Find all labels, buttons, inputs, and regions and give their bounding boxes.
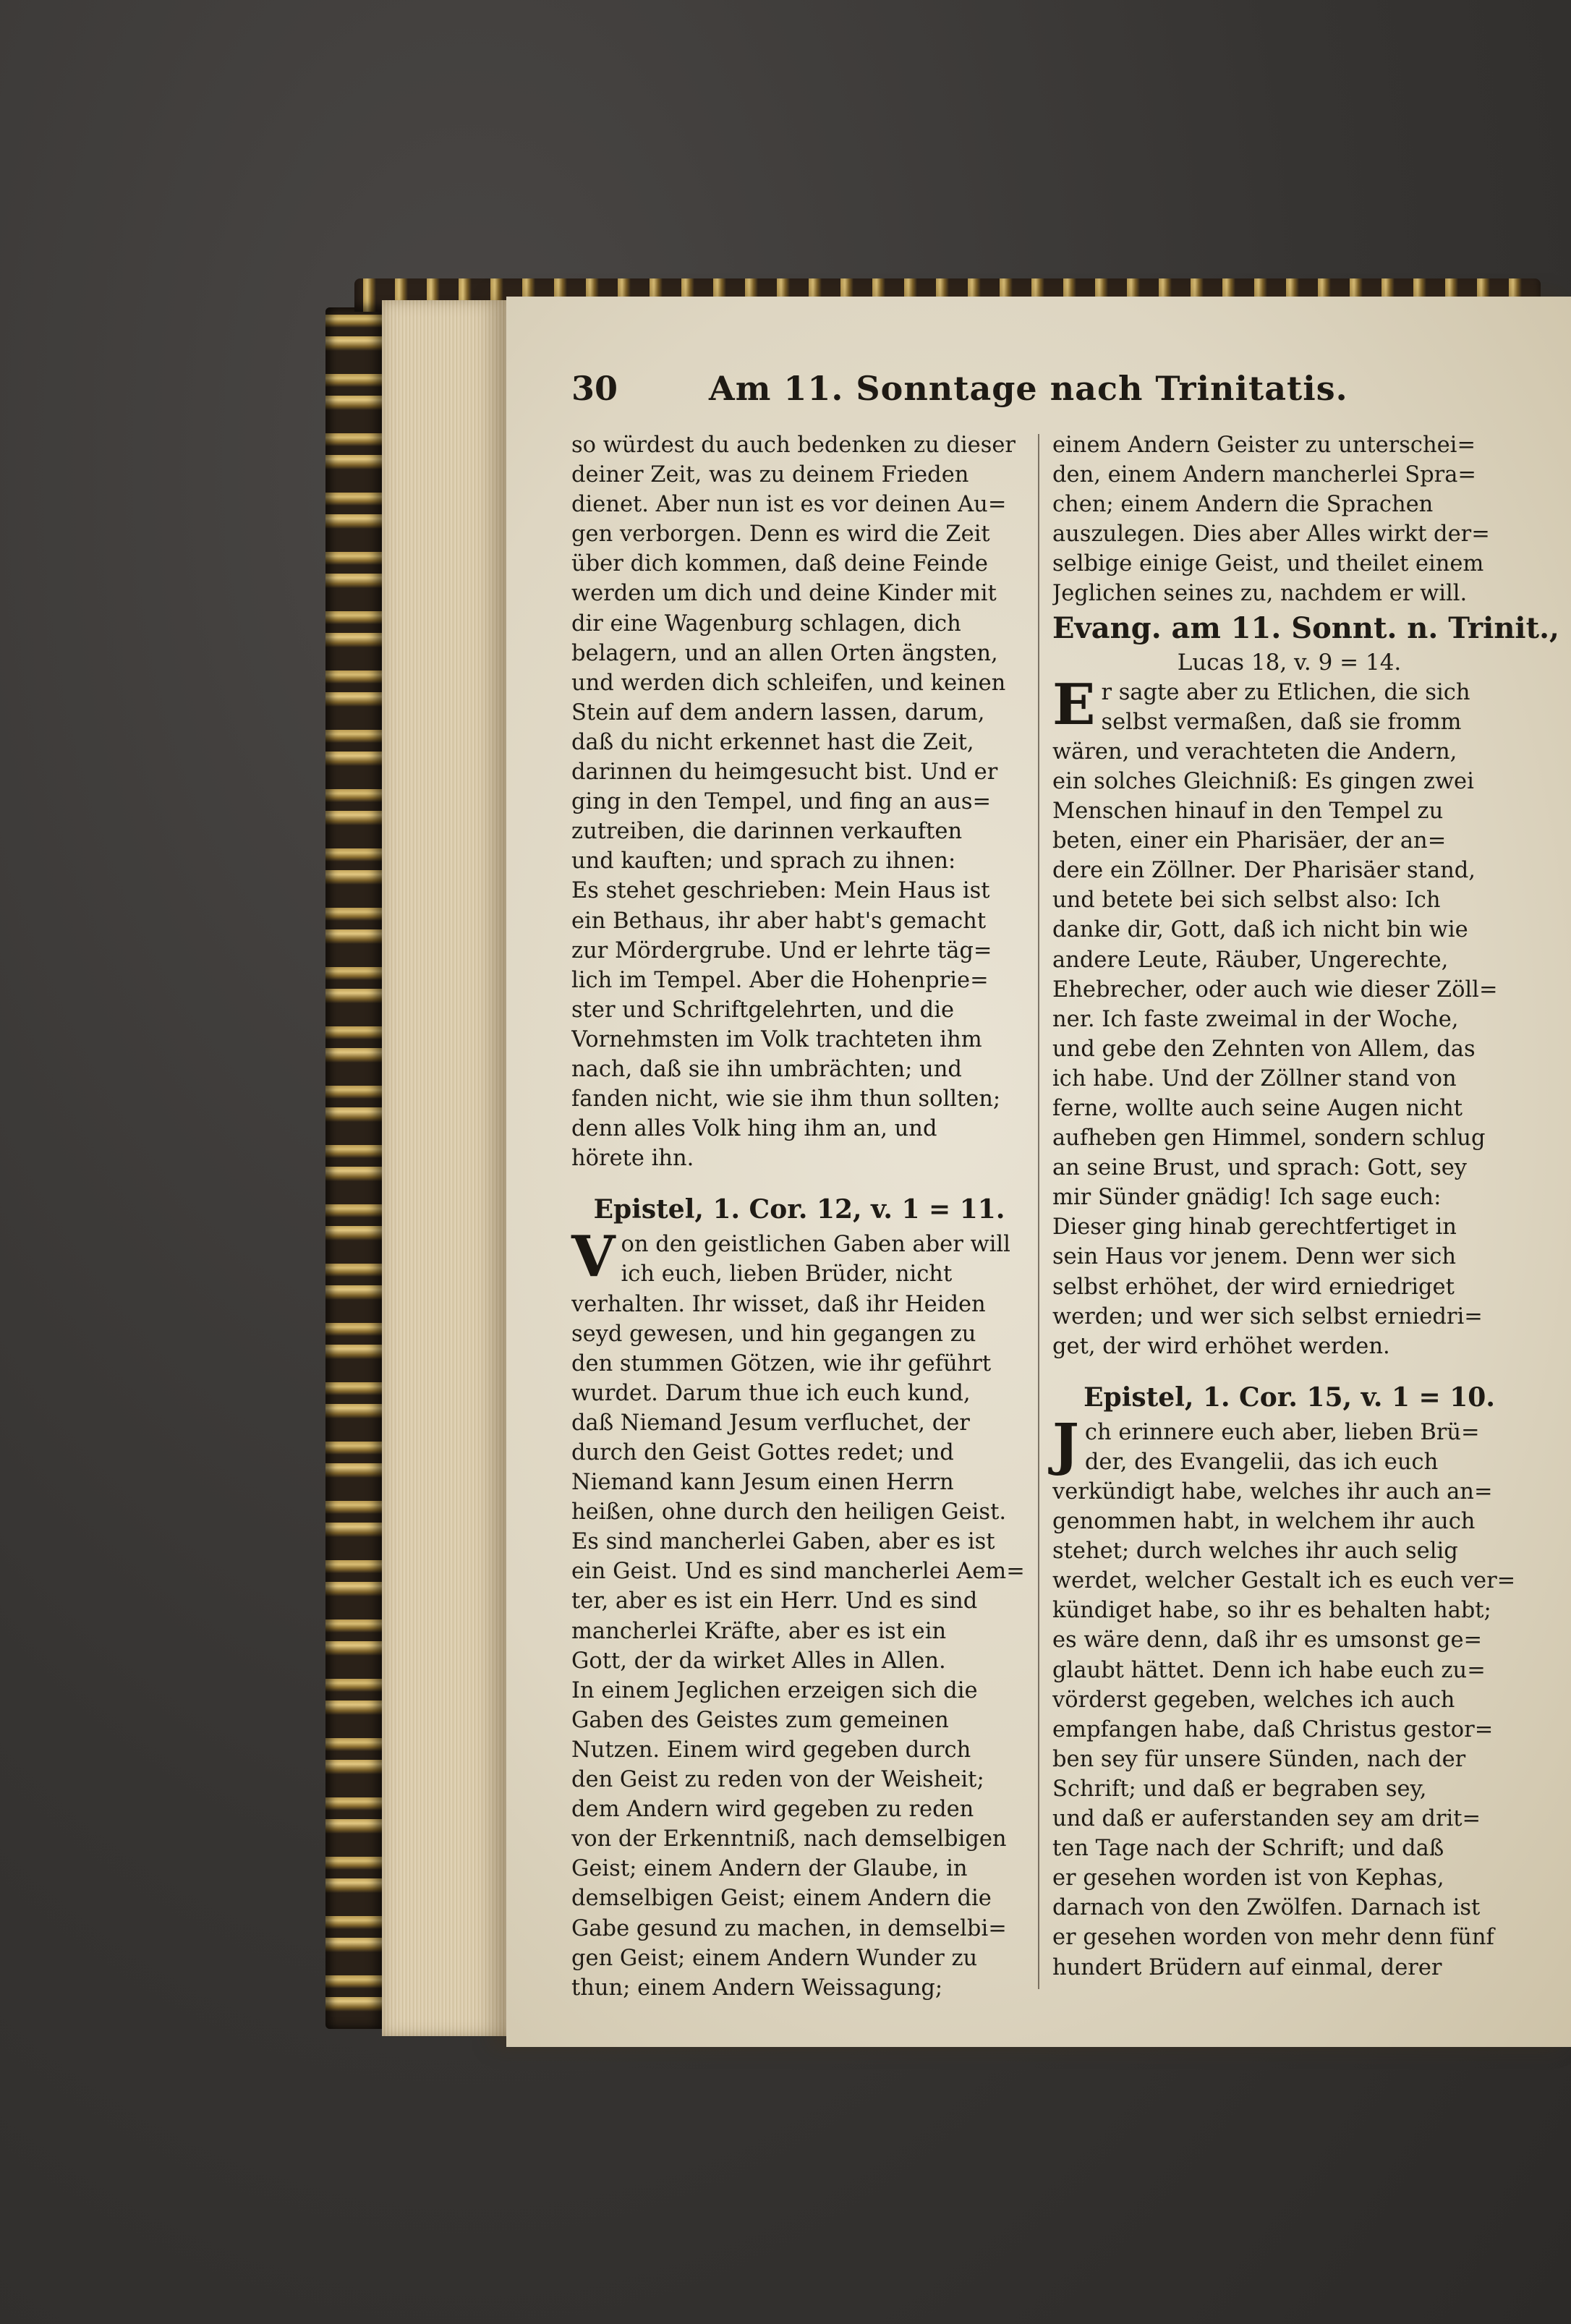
text-line: darnach von den Zwölfen. Darnach ist	[1052, 1895, 1481, 1921]
text-line: zur Mördergrube. Und er lehrte täg=	[571, 937, 992, 963]
text-line: ner. Ich faste zweimal in der Woche,	[1052, 1006, 1459, 1032]
text-line: und kauften; und sprach zu ihnen:	[571, 848, 956, 874]
text-line: heißen, ohne durch den heiligen Geist.	[571, 1499, 1007, 1525]
text-line: daß du nicht erkennet hast die Zeit,	[571, 729, 974, 755]
text-line: so würdest du auch bedenken zu dieser	[571, 433, 1016, 458]
book-page	[506, 297, 1571, 2047]
text-line: wurdet. Darum thue ich euch kund,	[571, 1380, 971, 1406]
left-text-block-1	[571, 430, 1027, 1173]
text-line: demselbigen Geist; einem Andern die	[571, 1886, 992, 1912]
text-line: ter, aber es ist ein Herr. Und es sind	[571, 1588, 978, 1614]
text-line: fanden nicht, wie sie ihm thun sollten;	[571, 1086, 1001, 1112]
drop-cap-initial: V	[571, 1224, 616, 1290]
text-line: verhalten. Ihr wisset, daß ihr Heiden	[571, 1291, 986, 1317]
text-line: der, des Evangelii, das ich euch	[1084, 1449, 1439, 1475]
text-line: und daß er auferstanden sey am drit=	[1052, 1806, 1481, 1832]
text-line: von der Erkenntniß, nach demselbigen	[571, 1826, 1007, 1852]
text-line: Nutzen. Einem wird gegeben durch	[571, 1737, 971, 1763]
text-line: sein Haus vor jenem. Denn wer sich	[1052, 1244, 1456, 1270]
text-line: thun; einem Andern Weissagung;	[571, 1975, 943, 2001]
text-line: und gebe den Zehnten von Allem, das	[1052, 1036, 1476, 1062]
text-line: er gesehen worden von mehr denn fünf	[1052, 1925, 1494, 1951]
text-line: hundert Brüdern auf einmal, derer	[1052, 1954, 1442, 1980]
text-line: ein Geist. Und es sind mancherlei Aem=	[571, 1559, 1025, 1585]
text-line: Gott, der da wirket Alles in Allen.	[571, 1648, 946, 1674]
drop-cap-initial: J	[1052, 1411, 1079, 1478]
text-line: on den geistlichen Gaben aber will	[621, 1232, 1010, 1258]
text-line: stehet; durch welches ihr auch selig	[1052, 1538, 1458, 1565]
drop-cap-initial: E	[1052, 671, 1096, 738]
text-line: Gaben des Geistes zum gemeinen	[571, 1707, 949, 1733]
text-line: werdet, welcher Gestalt ich es euch ver=	[1052, 1568, 1516, 1594]
text-line: In einem Jeglichen erzeigen sich die	[571, 1677, 978, 1703]
text-line: Es sind mancherlei Gaben, aber es ist	[571, 1529, 995, 1555]
text-line: seyd gewesen, und hin gegangen zu	[571, 1321, 976, 1347]
gospel-reference: Lucas 18, v. 9 = 14.	[1177, 649, 1402, 676]
text-line: er gesehen worden ist von Kephas,	[1052, 1865, 1444, 1891]
running-head: Am 11. Sonntage nach Trinitatis.	[709, 369, 1348, 408]
left-text-block-2	[571, 1224, 1027, 2002]
text-line: Schrift; und daß er begraben sey,	[1052, 1776, 1427, 1802]
text-line: über dich kommen, daß deine Feinde	[571, 551, 988, 577]
text-line: werden um dich und deine Kinder mit	[571, 581, 997, 607]
text-line: aufheben gen Himmel, sondern schlug	[1052, 1125, 1486, 1152]
text-line: empfangen habe, daß Christus gestor=	[1052, 1716, 1494, 1742]
text-line: selbst erhöhet, der wird erniedriget	[1052, 1274, 1455, 1300]
text-line: ster und Schriftgelehrten, und die	[571, 997, 955, 1023]
text-line: auszulegen. Dies aber Alles wirkt der=	[1052, 522, 1490, 548]
text-line: vörderst gegeben, welches ich auch	[1052, 1687, 1455, 1713]
text-line: gen Geist; einem Andern Wunder zu	[571, 1945, 978, 1971]
text-line: dienet. Aber nun ist es vor deinen Au=	[571, 492, 1007, 518]
text-line: daß Niemand Jesum verfluchet, der	[571, 1410, 970, 1436]
text-line: lich im Tempel. Aber die Hohenprie=	[571, 967, 989, 993]
text-line: ging in den Tempel, und fing an aus=	[571, 789, 992, 815]
text-line: zutreiben, die darinnen verkauften	[571, 819, 963, 845]
text-line: den stummen Götzen, wie ihr geführt	[571, 1350, 992, 1376]
text-line: genommen habt, in welchem ihr auch	[1052, 1509, 1476, 1535]
text-line: dere ein Zöllner. Der Pharisäer stand,	[1052, 858, 1476, 884]
text-line: durch den Geist Gottes redet; und	[571, 1440, 954, 1465]
right-text-block-1	[1052, 430, 1526, 609]
text-line: kündiget habe, so ihr es behalten habt;	[1052, 1598, 1491, 1624]
text-line: wären, und verachteten die Andern,	[1052, 739, 1457, 765]
text-line: und betete bei sich selbst also: Ich	[1052, 888, 1441, 914]
text-line: r sagte aber zu Etlichen, die sich	[1101, 679, 1470, 705]
text-line: get, der wird erhöhet werden.	[1052, 1333, 1390, 1359]
text-line: ben sey für unsere Sünden, nach der	[1052, 1746, 1466, 1772]
text-line: mir Sünder gnädig! Ich sage euch:	[1052, 1185, 1442, 1211]
text-line: ch erinnere euch aber, lieben Brü=	[1084, 1419, 1480, 1445]
right-text-block-2	[1052, 671, 1526, 1361]
text-line: glaubt hättet. Denn ich habe euch zu=	[1052, 1657, 1486, 1683]
text-line: deiner Zeit, was zu deinem Frieden	[571, 462, 969, 488]
text-line: ferne, wollte auch seine Augen nicht	[1052, 1095, 1463, 1121]
left-column	[571, 430, 1027, 2003]
text-line: Geist; einem Andern der Glaube, in	[571, 1856, 968, 1882]
text-line: den Geist zu reden von der Weisheit;	[571, 1767, 984, 1793]
text-line: dem Andern wird gegeben zu reden	[571, 1797, 974, 1823]
text-line: und werden dich schleifen, und keinen	[571, 670, 1006, 696]
text-line: ich habe. Und der Zöllner stand von	[1052, 1065, 1457, 1091]
text-line: Niemand kann Jesum einen Herrn	[571, 1470, 954, 1496]
text-line: den, einem Andern mancherlei Spra=	[1052, 462, 1476, 488]
text-line: werden; und wer sich selbst erniedri=	[1052, 1303, 1483, 1329]
column-divider	[1038, 434, 1039, 1989]
text-line: selbst vermaßen, daß sie fromm	[1101, 709, 1462, 735]
text-line: ten Tage nach der Schrift; und daß	[1052, 1836, 1444, 1862]
text-line: chen; einem Andern die Sprachen	[1052, 492, 1434, 518]
text-line: dir eine Wagenburg schlagen, dich	[571, 610, 961, 637]
text-line: gen verborgen. Denn es wird die Zeit	[571, 522, 990, 548]
text-line: an seine Brust, und sprach: Gott, sey	[1052, 1155, 1468, 1181]
text-line: belagern, und an allen Orten ängsten,	[571, 640, 998, 666]
text-line: beten, einer ein Pharisäer, der an=	[1052, 828, 1447, 854]
epistle-heading-1: Epistel, 1. Cor. 12, v. 1 = 11.	[593, 1194, 1005, 1225]
text-line: verkündigt habe, welches ihr auch an=	[1052, 1479, 1493, 1504]
text-line: nach, daß sie ihn umbrächten; und	[571, 1056, 962, 1082]
text-line: Dieser ging hinab gerechtfertiget in	[1052, 1214, 1457, 1240]
text-line: Stein auf dem andern lassen, darum,	[571, 699, 985, 725]
text-line: ein solches Gleichniß: Es gingen zwei	[1052, 768, 1474, 794]
gospel-heading: Evang. am 11. Sonnt. n. Trinit.,	[1052, 610, 1559, 645]
page-number: 30	[571, 369, 618, 408]
text-line: denn alles Volk hing ihm an, und	[571, 1116, 937, 1142]
text-line: einem Andern Geister zu unterschei=	[1052, 433, 1476, 458]
text-line: Jeglichen seines zu, nachdem er will.	[1052, 581, 1468, 607]
text-line: selbige einige Geist, und theilet einem	[1052, 551, 1484, 577]
text-line: danke dir, Gott, daß ich nicht bin wie	[1052, 917, 1468, 943]
text-line: Vornehmsten im Volk trachteten ihm	[571, 1026, 982, 1052]
book-spine	[325, 307, 383, 2029]
right-column	[1052, 430, 1559, 1983]
text-line: Es stehet geschrieben: Mein Haus ist	[571, 878, 990, 904]
text-line: mancherlei Kräfte, aber es ist ein	[571, 1618, 947, 1644]
text-line: ein Bethaus, ihr aber habt's gemacht	[571, 908, 987, 934]
text-line: hörete ihn.	[571, 1146, 694, 1172]
text-line: Gabe gesund zu machen, in demselbi=	[571, 1915, 1007, 1941]
epistle-heading-2: Epistel, 1. Cor. 15, v. 1 = 10.	[1083, 1382, 1495, 1413]
text-line: Ehebrecher, oder auch wie dieser Zöll=	[1052, 976, 1498, 1003]
text-line: Menschen hinauf in den Tempel zu	[1052, 799, 1444, 825]
text-line: andere Leute, Räuber, Ungerechte,	[1052, 947, 1449, 973]
right-text-block-3	[1052, 1411, 1526, 1983]
text-line: darinnen du heimgesucht bist. Und er	[571, 759, 998, 786]
book	[325, 278, 1571, 2072]
text-line: es wäre denn, daß ihr es umsonst ge=	[1052, 1627, 1483, 1653]
text-line: ich euch, lieben Brüder, nicht	[621, 1261, 953, 1287]
